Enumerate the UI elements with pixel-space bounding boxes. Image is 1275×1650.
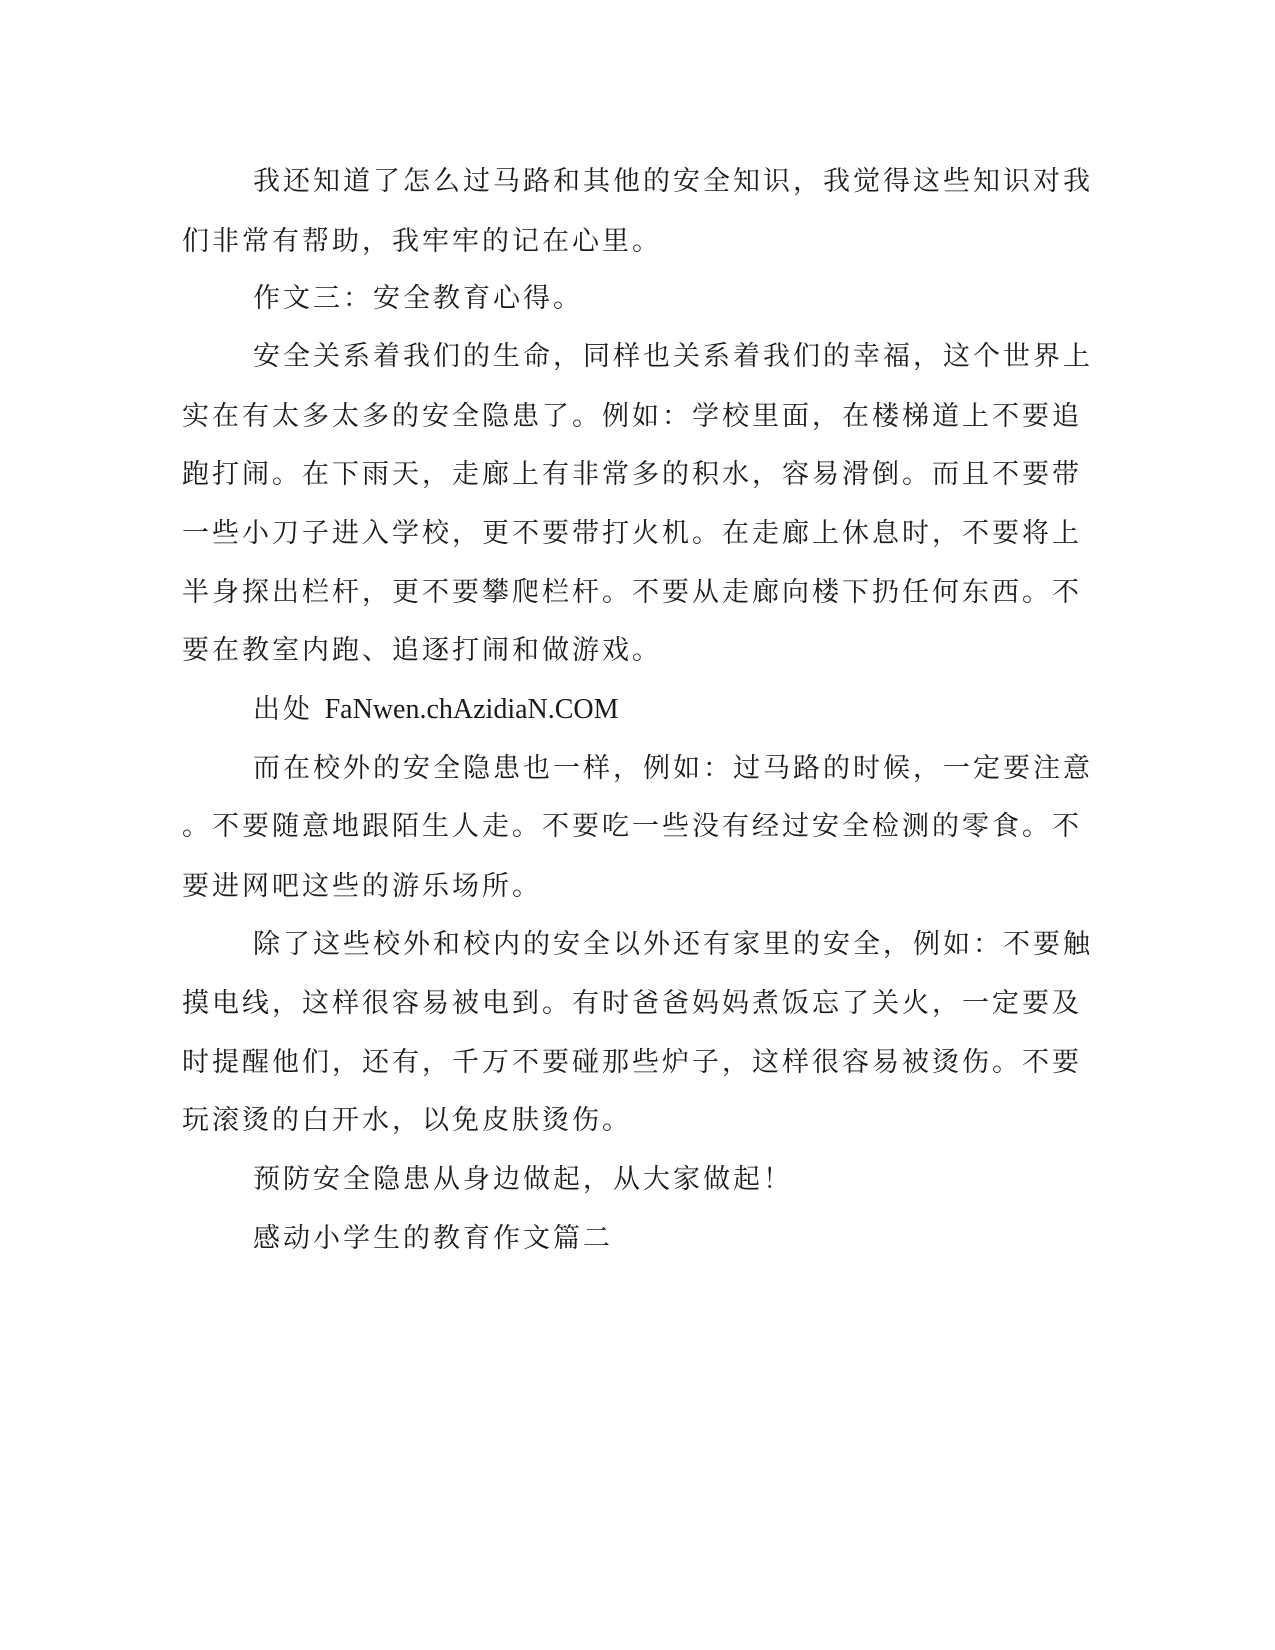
text-line-8: 半身探出栏杆，更不要攀爬栏杆。不要从走廊向楼下扔任何东西。不 xyxy=(182,577,1082,608)
essay-title-next: 感动小学生的教育作文篇二 xyxy=(253,1223,613,1254)
text-line-17: 玩滚烫的白开水，以免皮肤烫伤。 xyxy=(182,1105,632,1136)
text-line-12: 。不要随意地跟陌生人走。不要吃一些没有经过安全检测的零食。不 xyxy=(182,811,1082,842)
text-line-1: 我还知道了怎么过马路和其他的安全知识，我觉得这些知识对我 xyxy=(253,166,1093,197)
text-line-6: 跑打闹。在下雨天，走廊上有非常多的积水，容易滑倒。而且不要带 xyxy=(182,459,1082,490)
text-line-18: 预防安全隐患从身边做起，从大家做起！ xyxy=(253,1164,793,1195)
section-heading: 作文三：安全教育心得。 xyxy=(253,283,583,314)
source-line xyxy=(253,693,619,727)
source-label: 出处 xyxy=(253,694,313,725)
text-line-2: 们非常有帮助，我牢牢的记在心里。 xyxy=(182,226,662,257)
text-line-11: 而在校外的安全隐患也一样，例如：过马路的时候，一定要注意 xyxy=(253,753,1093,784)
text-line-16: 时提醒他们，还有，千万不要碰那些炉子，这样很容易被烫伤。不要 xyxy=(182,1047,1082,1078)
text-line-13: 要进网吧这些的游乐场所。 xyxy=(182,871,542,902)
text-line-9: 要在教室内跑、追逐打闹和做游戏。 xyxy=(182,635,662,666)
text-line-15: 摸电线，这样很容易被电到。有时爸爸妈妈煮饭忘了关火，一定要及 xyxy=(182,988,1082,1019)
text-line-4: 安全关系着我们的生命，同样也关系着我们的幸福，这个世界上 xyxy=(253,341,1093,372)
text-line-7: 一些小刀子进入学校，更不要带打火机。在走廊上休息时，不要将上 xyxy=(182,518,1082,549)
text-line-5: 实在有太多太多的安全隐患了。例如：学校里面，在楼梯道上不要追 xyxy=(182,401,1082,432)
text-line-14: 除了这些校外和校内的安全以外还有家里的安全，例如：不要触 xyxy=(253,929,1093,960)
source-url: FaNwen.chAzidiaN.COM xyxy=(324,694,619,725)
